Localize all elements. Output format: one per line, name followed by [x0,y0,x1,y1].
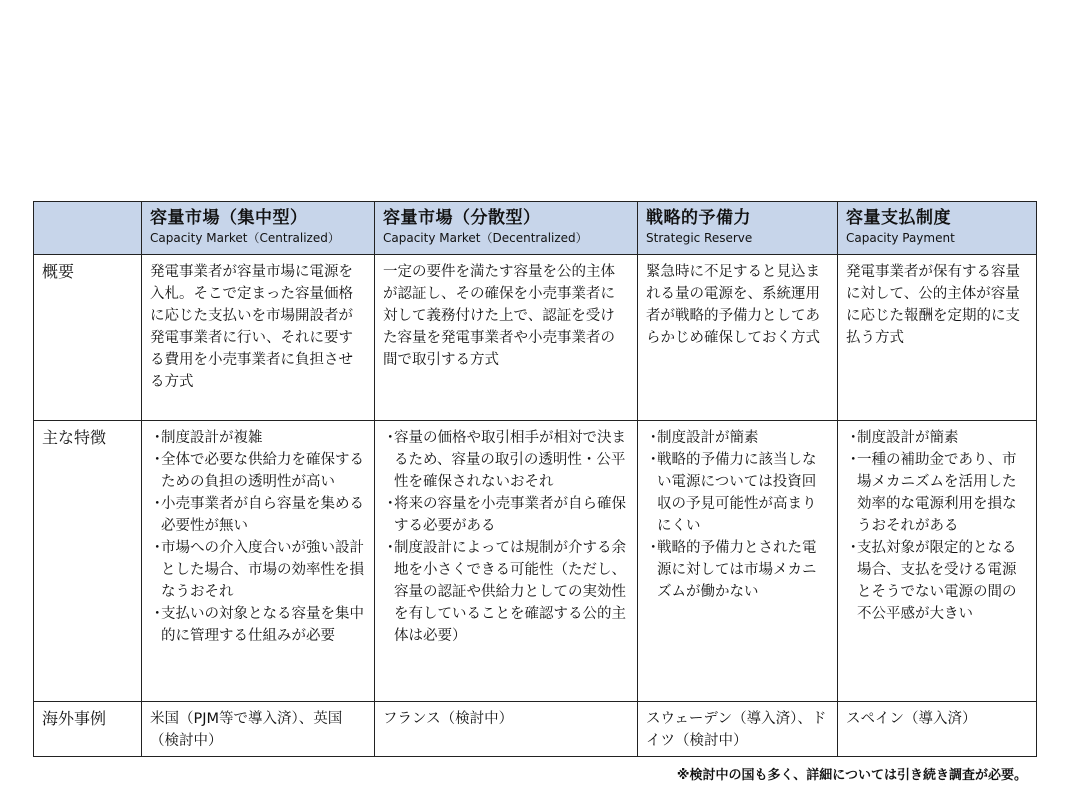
bullet-item: ・ 一種の補助金であり、市場メカニズムを活用した効率的な電源利用を損なうおそれがある [846,449,1028,537]
bullet-list [383,427,629,647]
row-label-examples: 海外事例 [34,702,142,757]
examples-cell-strategic-reserve: スウェーデン（導入済）、ドイツ（検討中） [638,702,838,757]
row-label-overview: 概要 [34,255,142,421]
column-subtitle: Capacity Payment [846,231,955,245]
header-corner-cell [34,202,142,255]
bullet-item: ・ 制度設計が簡素 [846,427,1028,449]
column-subtitle: Capacity Market（Decentralized） [383,231,588,245]
overview-cell-strategic-reserve: 緊急時に不足すると見込まれる量の電源を、系統運用者が戦略的予備力としてあらかじめ確保しておく方式 [638,255,838,421]
examples-cell-centralized: 米国（PJM等で導入済）、英国（検討中） [142,702,375,757]
overview-row [34,255,1037,421]
bullet-item: ・ 戦略的予備力に該当しない電源については投資回収の予見可能性が高まりにくい [646,449,829,537]
footnote: ※検討中の国も多く、詳細については引き続き調査が必要。 [676,768,1027,783]
bullet-item: ・ 市場への介入度合いが強い設計とした場合、市場の効率性を損なうおそれ [150,537,366,603]
examples-cell-capacity-payment: スペイン（導入済） [838,702,1037,757]
bullet-item: ・ 戦略的予備力とされた電源に対しては市場メカニズムが働かない [646,537,829,603]
bullet-list [150,427,366,647]
overview-cell-decentralized: 一定の要件を満たす容量を公的主体が認証し、その確保を小売事業者に対して義務付けた上で、認証を受けた容量を発電事業者や小売事業者の間で取引する方式 [375,255,638,421]
comparison-table [33,201,1037,757]
bullet-item: ・ 支払いの対象となる容量を集中的に管理する仕組みが必要 [150,603,366,647]
header-cell-decentralized [375,202,638,255]
bullet-item: ・ 制度設計が簡素 [646,427,829,449]
overview-cell-centralized: 発電事業者が容量市場に電源を入札。そこで定まった容量価格に応じた支払いを市場開設者が発電事業者に行い、それに要する費用を小売事業者に負担させる方式 [142,255,375,421]
row-label-features: 主な特徴 [34,421,142,702]
features-row [34,421,1037,702]
overview-cell-capacity-payment: 発電事業者が保有する容量に対して、公的主体が容量に応じた報酬を定期的に支払う方式 [838,255,1037,421]
column-title: 戦略的予備力 [646,208,751,228]
column-title: 容量市場（集中型） [150,208,308,228]
header-row [34,202,1037,255]
bullet-item: ・ 支払対象が限定的となる場合、支払を受ける電源とそうでない電源の間の不公平感が大きい [846,537,1028,625]
examples-cell-decentralized: フランス（検討中） [375,702,638,757]
column-title: 容量市場（分散型） [383,208,541,228]
bullet-item: ・ 容量の価格や取引相手が相対で決まるため、容量の取引の透明性・公平性を確保されないおそれ [383,427,629,493]
features-cell-capacity-payment [838,421,1037,702]
column-title: 容量支払制度 [846,208,951,228]
header-cell-centralized [142,202,375,255]
features-cell-centralized [142,421,375,702]
header-cell-capacity-payment [838,202,1037,255]
bullet-list [646,427,829,603]
header-cell-strategic-reserve [638,202,838,255]
bullet-item: ・ 制度設計が複雑 [150,427,366,449]
column-subtitle: Strategic Reserve [646,231,753,245]
features-cell-decentralized [375,421,638,702]
bullet-item: ・ 小売事業者が自ら容量を集める必要性が無い [150,493,366,537]
bullet-item: ・ 制度設計によっては規制が介する余地を小さくできる可能性（ただし、容量の認証や供給力としての実効性を有していることを確認する公的主体は必要） [383,537,629,647]
column-subtitle: Capacity Market（Centralized） [150,231,340,245]
bullet-item: ・ 将来の容量を小売事業者が自ら確保する必要がある [383,493,629,537]
features-cell-strategic-reserve [638,421,838,702]
bullet-item: ・ 全体で必要な供給力を確保するための負担の透明性が高い [150,449,366,493]
bullet-list [846,427,1028,625]
examples-row [34,702,1037,757]
